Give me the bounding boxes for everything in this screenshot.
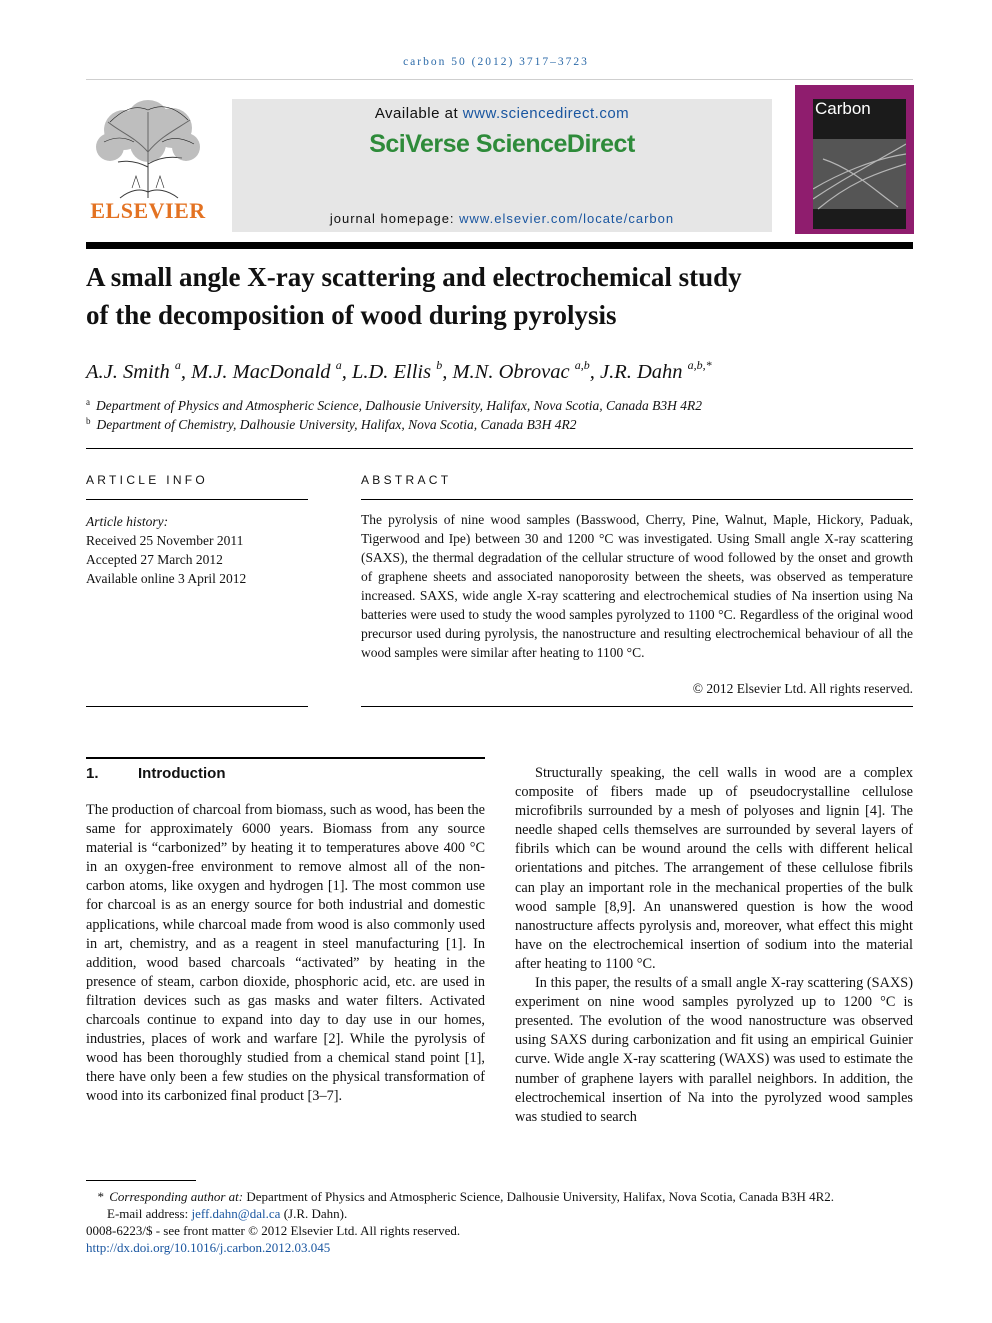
- cover-image: [813, 99, 906, 229]
- body-right-column: [515, 764, 913, 1127]
- journal-homepage-link[interactable]: www.elsevier.com/locate/carbon: [459, 211, 675, 226]
- online-date: Available online 3 April 2012: [86, 571, 247, 586]
- section-number: 1.: [86, 765, 99, 782]
- author-affiliation-mark[interactable]: a,b: [574, 358, 590, 372]
- sciencedirect-link[interactable]: www.sciencedirect.com: [462, 105, 630, 122]
- doi-link[interactable]: http://dx.doi.org/10.1016/j.carbon.2012.03.045: [86, 1240, 331, 1255]
- affiliation-text: Department of Physics and Atmospheric Science, Dalhousie University, Halifax, Nova Scotia, Canada B3H 4R2: [96, 398, 703, 413]
- author-affiliation-mark[interactable]: a: [174, 358, 181, 372]
- author[interactable]: J.R. Dahn: [599, 361, 683, 383]
- sciverse-sciencedirect-logo: SciVerse ScienceDirect: [369, 130, 635, 158]
- paragraph: In this paper, the results of a small angle X-ray scattering (SAXS) experiment on nine wood samples pyrolyzed up to 1200 °C is presented. The evolution of the wood nanostructure was observed using SAXS during carbonization and fit using an empirical Guinier curve. Wide angle X-ray scattering (WAXS) was used to estimate the number of graphene layers with parallel neighbors. In addition, the electrochemical insertion of Na into the pyrolyzed wood samples was studied to search: [515, 975, 913, 1125]
- paragraph: The production of charcoal from biomass, such as wood, has been the same for approximately 6000 years. Biomass from any source material is “carbonized” by heating it to temperatures above 400 °C in an oxygen-free environment to remove almost all of the non-carbon atoms, like oxygen and hydrogen [1]. The most common use for charcoal is as an energy source for both industrial and domestic applications, while charcoal made from wood is also commonly used in art, chemistry, and as a reagent in steel manufacturing [1]. In addition, wood based charcoals “activated” by heating in the presence of steam, carbon dioxide, phosphoric acid, etc. are used in filtration devices such as gas masks and water filters. Activated charcoals continue to expand into day to day use in our homes, industries, places of work and warfare [2]. While the pyrolysis of wood has been thoroughly studied from a chemical stand point [1], there have only been a few studies on the physical transformation of wood into its carbonized final product [3–7].: [86, 802, 486, 1105]
- affiliation-text: Department of Chemistry, Dalhousie University, Halifax, Nova Scotia, Canada B3H 4R2: [96, 417, 577, 432]
- email-label: E-mail address:: [107, 1206, 189, 1221]
- cover-fiber-image-icon: [813, 99, 906, 229]
- affiliation-rule: [86, 448, 913, 449]
- homepage-prefix: journal homepage:: [329, 211, 460, 226]
- affiliation-a: [86, 397, 913, 414]
- footnotes: [86, 1188, 913, 1256]
- footnote-rule: [86, 1180, 196, 1181]
- article-title: [86, 258, 913, 334]
- corresponding-text: Department of Physics and Atmospheric Science, Dalhousie University, Halifax, Nova Scotia, Canada B3H 4R2.: [246, 1189, 834, 1204]
- author[interactable]: M.J. MacDonald: [191, 361, 331, 383]
- author[interactable]: L.D. Ellis: [351, 361, 432, 383]
- asterisk-mark: *: [97, 1189, 104, 1204]
- author[interactable]: M.N. Obrovac: [452, 361, 570, 383]
- author[interactable]: A.J. Smith: [86, 361, 170, 383]
- journal-homepage: [232, 211, 772, 226]
- email-link[interactable]: jeff.dahn@dal.ca: [191, 1206, 281, 1221]
- affiliation-mark: a: [86, 397, 90, 407]
- issn-line: 0008-6223/$ - see front matter © 2012 Elsevier Ltd. All rights reserved.: [86, 1223, 461, 1238]
- journal-cover: [795, 85, 914, 234]
- paragraph: Structurally speaking, the cell walls in wood are a complex composite of fibers made up of pseudocrystalline cellulose microfibrils surrounded by a mesh of polyoses and lignin [4]. The needle shaped cells themselves are surrounded by several layers of fibrils which can be wound around the cells with different helical orientations and pitches. The arrangement of these cellulose fibrils can play an important role in the mechanical properties of the bulk wood sample [8,9]. An unanswered question is how the wood nanostructure affects pyrolysis and, moreover, what effect this might have on the electrochemical insertion of sodium into the material after heating to 1100 °C.: [515, 765, 913, 972]
- article-title-line-1: A small angle X-ray scattering and electrochemical study: [86, 262, 742, 292]
- author-separator: ,: [180, 361, 192, 383]
- email-line: [86, 1205, 913, 1222]
- author-affiliation-mark[interactable]: a,b,*: [687, 358, 712, 372]
- corresponding-author-note: [86, 1188, 913, 1205]
- section-rule: [86, 757, 485, 759]
- article-info-bottom-rule: [86, 706, 308, 707]
- available-at: [232, 105, 772, 122]
- citation-rule: [86, 79, 913, 80]
- header-rule: [86, 242, 913, 249]
- article-info-rule: [86, 499, 308, 500]
- history-label: Article history:: [86, 514, 169, 529]
- abstract-heading: ABSTRACT: [361, 473, 452, 487]
- abstract-text: The pyrolysis of nine wood samples (Basswood, Cherry, Pine, Walnut, Maple, Hickory, Paduak, Tigerwood and Ipe) between 30 and 1200 °C was investigated. Using Small angle X-ray scattering (SAXS), the thermal degradation of the cellular structure of wood followed by the onset and growth of graphene sheets and associated nanoporosity between the sheets, was observed as temperature increased. SAXS, wide angle X-ray scattering and electrochemical studies of Na insertion using Na batteries were used to study the wood samples pyrolyzed to 1100 °C. Regardless of the original wood precursor used during pyrolysis, the nanostructure and resulting electrochemical behaviour of all the wood samples were similar after heating to 1100 °C.: [361, 512, 913, 660]
- section-heading: [86, 765, 225, 782]
- affiliation-b: [86, 416, 913, 433]
- available-prefix: Available at: [374, 105, 463, 122]
- cover-title: Carbon: [815, 99, 871, 118]
- elsevier-logo: [86, 92, 210, 234]
- article-info-heading: ARTICLE INFO: [86, 473, 209, 487]
- elsevier-wordmark: ELSEVIER: [90, 198, 206, 223]
- email-suffix: (J.R. Dahn).: [280, 1206, 348, 1221]
- abstract-copyright: © 2012 Elsevier Ltd. All rights reserved.: [692, 681, 913, 696]
- section-title: Introduction: [138, 765, 226, 782]
- affiliation-mark: b: [86, 416, 91, 426]
- author-list: [86, 358, 913, 384]
- abstract-bottom-rule: [361, 706, 913, 707]
- journal-citation: carbon 50 (2012) 3717–3723: [403, 56, 589, 68]
- corresponding-label: Corresponding author at:: [109, 1189, 244, 1204]
- author-separator: ,: [589, 361, 600, 383]
- author-separator: ,: [442, 361, 453, 383]
- received-date: Received 25 November 2011: [86, 533, 244, 548]
- article-title-line-2: of the decomposition of wood during pyrolysis: [86, 300, 617, 330]
- abstract-rule: [361, 499, 913, 500]
- author-affiliation-mark[interactable]: b: [436, 358, 443, 372]
- article-history: [86, 512, 308, 588]
- elsevier-tree-icon: [90, 92, 206, 200]
- body-left-column: [86, 801, 485, 1107]
- author-separator: ,: [341, 361, 352, 383]
- accepted-date: Accepted 27 March 2012: [86, 552, 223, 567]
- author-affiliation-mark[interactable]: a: [335, 358, 342, 372]
